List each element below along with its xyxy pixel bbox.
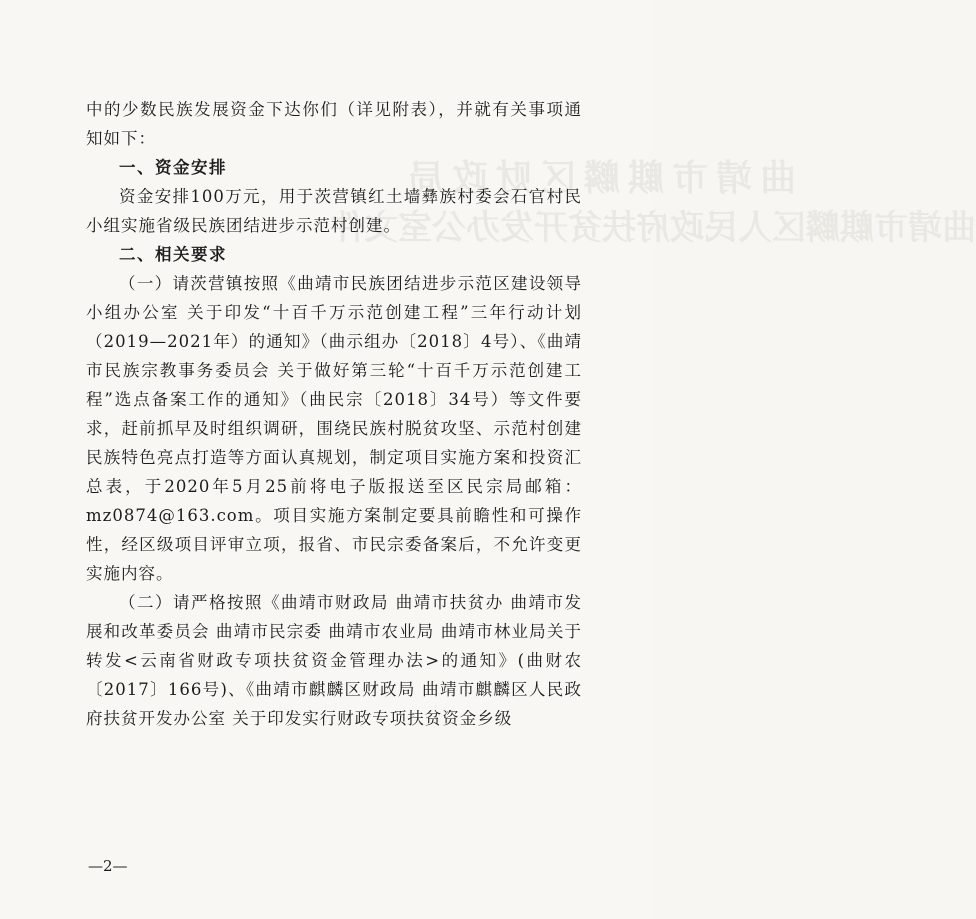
paragraph-requirement-2: （二）请严格按照《曲靖市财政局 曲靖市扶贫办 曲靖市发展和改革委员会 曲靖市民宗委 曲靖市农业局 曲靖市林业局关于转发<云南省财政专项扶贫资金管理办法>的通知》(曲财农〔2017〕166号)、《曲靖市麒麟区财政局 曲靖市麒麟区人民政府扶贫开发办公室 关于印发实行财政专项扶贫资金乡级	[86, 593, 582, 728]
document-body	[86, 95, 582, 733]
page-number: —2—	[88, 857, 128, 875]
bleed-through-text-2: 曲靖市麒麟区人民政府扶贫开发办公室文件	[330, 208, 976, 248]
section-heading-funding: 一、资金安排	[119, 158, 227, 177]
paragraph-intro-continuation: 中的少数民族发展资金下达你们（详见附表），并就有关事项通知如下：	[86, 100, 582, 148]
paragraph-requirement-1: （一）请茨营镇按照《曲靖市民族团结进步示范区建设领导小组办公室 关于印发“十百千万示范创建工程”三年行动计划（2019—2021年）的通知》（曲示组办〔2018〕4号）、《曲靖市民族宗教事务委员会 关于做好第三轮“十百千万示范创建工程”选点备案工作的通知》（曲民宗〔2018〕34号）等文件要求，赶前抓早及时组织调研，围绕民族村脱贫攻坚、示范村创建民族特色亮点打造等方面认真规划，制定项目实施方案和投资汇总表，于2020年5月25前将电子版报送至区民宗局邮箱：mz0874@163.com。项目实施方案制定要具前瞻性和可操作性，经区级项目评审立项，报省、市民宗委备案后，不允许变更实施内容。	[86, 274, 582, 583]
section-heading-requirements: 二、相关要求	[119, 245, 227, 264]
bleed-through-text-1: 曲靖市麒麟区财政局	[400, 157, 797, 199]
paragraph-funding: 资金安排100万元，用于茨营镇红土墙彝族村委会石官村民小组实施省级民族团结进步示范村创建。	[86, 187, 582, 235]
